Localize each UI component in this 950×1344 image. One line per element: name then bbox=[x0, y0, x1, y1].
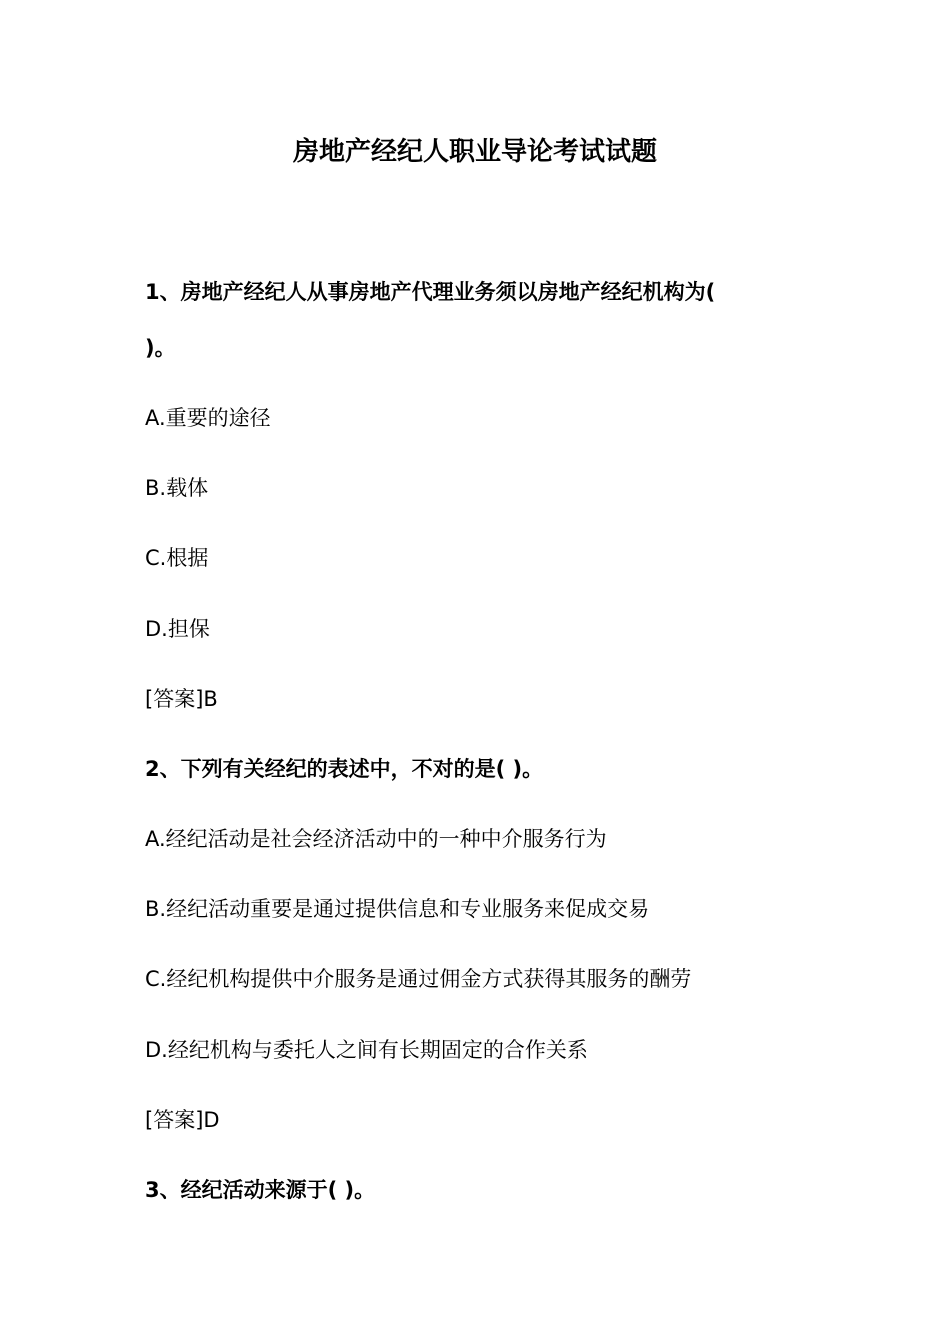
question-3-stem: 3、经纪活动来源于( )。 bbox=[145, 1178, 376, 1202]
question-1-stem-line-1: 1、房地产经纪人从事房地产代理业务须以房地产经纪机构为( bbox=[145, 280, 716, 304]
question-2-option-c: C.经纪机构提供中介服务是通过佣金方式获得其服务的酬劳 bbox=[145, 967, 692, 991]
question-1-option-d: D.担保 bbox=[145, 617, 210, 641]
question-2-option-a: A.经纪活动是社会经济活动中的一种中介服务行为 bbox=[145, 827, 607, 851]
question-1-stem-line-2: )。 bbox=[145, 336, 176, 360]
question-2-answer: [答案]D bbox=[145, 1108, 220, 1132]
question-2-stem: 2、下列有关经纪的表述中，不对的是( )。 bbox=[145, 757, 544, 781]
question-1-option-c: C.根据 bbox=[145, 546, 209, 570]
question-1-option-b: B.载体 bbox=[145, 476, 209, 500]
question-2-option-d: D.经纪机构与委托人之间有长期固定的合作关系 bbox=[145, 1038, 588, 1062]
question-2-option-b: B.经纪活动重要是通过提供信息和专业服务来促成交易 bbox=[145, 897, 650, 921]
document-title: 房地产经纪人职业导论考试试题 bbox=[292, 137, 657, 167]
question-1-answer: [答案]B bbox=[145, 687, 218, 711]
question-1-option-a: A.重要的途径 bbox=[145, 406, 271, 430]
